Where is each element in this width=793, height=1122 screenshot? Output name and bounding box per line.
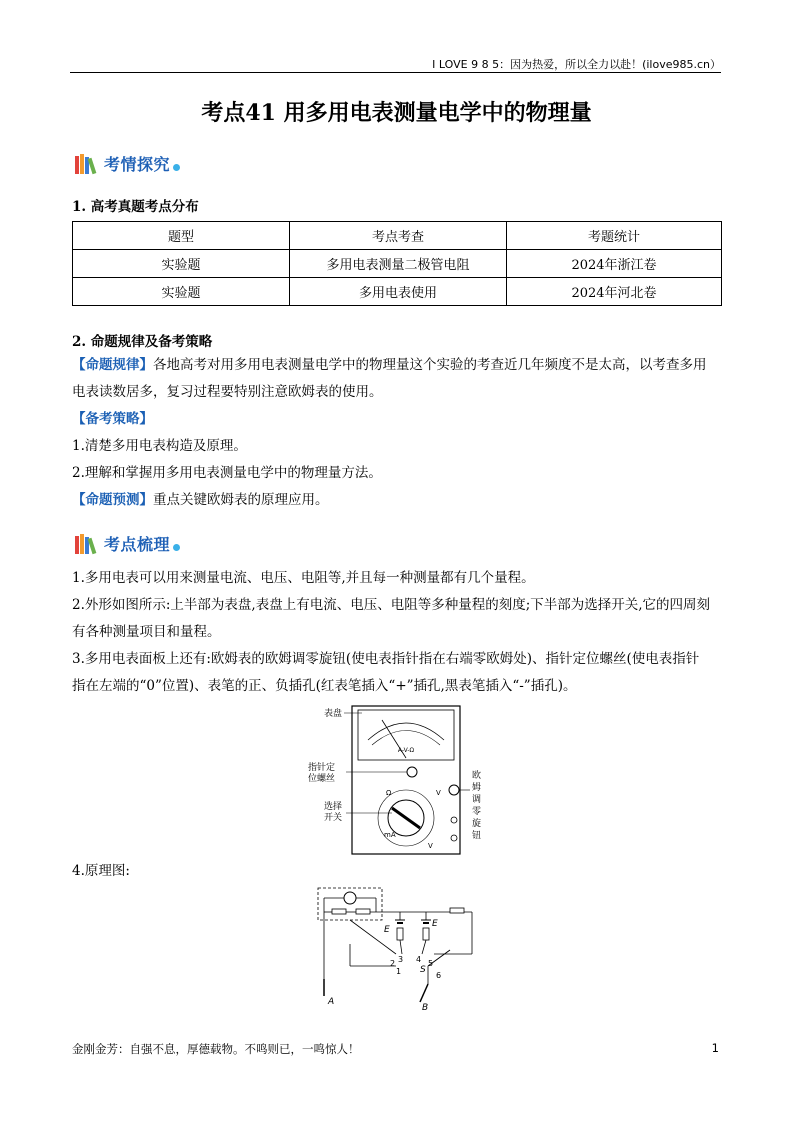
ohm-scale-label: Ω [386,789,392,797]
label-ohm-char: 零 [472,807,482,817]
label-a: A [328,997,335,1007]
probe-b [420,984,428,1002]
label-ohm-char: 旋 [472,819,482,829]
table-cell: 实验题 [73,250,290,278]
terminal-label: 4 [416,955,422,964]
label-e2: E [432,919,438,929]
terminal-label: 3 [398,955,404,964]
footer-motto: 金刚金芳：自强不息，厚德载物。不鸣则已，一鸣惊人！ [72,1042,360,1056]
page-header: I LOVE 9 8 5：因为热爱，所以全力以赴！(ilove985.cn） [432,58,721,71]
v-bottom-label: V [428,842,433,850]
predict-tag: 【命题预测】 [72,492,153,508]
label-dial: 表盘 [324,709,343,719]
terminal-label: 2 [390,959,396,968]
table-cell: 实验题 [73,278,290,306]
section-badge-key-points [74,532,180,555]
table-header-cell: 题型 [73,222,290,250]
table-header-row [73,222,722,250]
table-cell: 2024年河北卷 [507,278,722,306]
probe-jack [451,817,457,823]
prep-item-1: 1.清楚多用电表构造及原理。 [72,438,247,454]
predict-text: 重点关键欧姆表的原理应用。 [153,492,329,508]
rule-text: 各地高考对用多用电表测量电学中的物理量这个实验的考查近几年频度不是太高，以考查多用 [153,357,707,373]
label-ohm-char: 欧 [472,771,482,781]
label-switch-1: 选择 [324,802,343,812]
resistor [423,928,429,940]
terminal-label: 6 [436,971,442,980]
predict-line [72,487,724,514]
circuit-figure [310,884,490,1014]
strategy-block [72,352,724,514]
dot-icon [173,544,180,551]
table-row [73,278,722,306]
table-cell: 多用电表测量二极管电阻 [290,250,507,278]
point-3-line-1: 3.多用电表面板上还有:欧姆表的欧姆调零旋钮(使电表指针指在右端零欧姆处)、指针定位螺丝(使电表指针 [72,651,700,667]
heading-distribution: 1. 高考真题考点分布 [72,199,199,215]
rule-tag: 【命题规律】 [72,357,153,373]
prep-item-2: 2.理解和掌握用多用电表测量电学中的物理量方法。 [72,465,382,481]
resistor [450,908,464,913]
page-number: 1 [711,1041,719,1055]
ohm-zero-knob [449,785,459,795]
resistor [356,909,370,914]
heading-strategy: 2. 命题规律及备考策略 [72,334,213,350]
section-label: 考情探究 [104,155,171,174]
dial-arc-inner [372,731,440,746]
label-ohm-char: 姆 [472,783,482,793]
wire [422,940,426,954]
table-cell: 2024年浙江卷 [507,250,722,278]
point-2-line-1: 2.外形如图所示:上半部为表盘,表盘上有电流、电压、电阻等多种量程的刻度;下半部为选择开关,它的四周刻 [72,597,711,613]
distribution-table [72,221,722,306]
books-icon [74,153,102,175]
multimeter-figure [308,700,492,858]
label-e1: E [384,925,390,935]
prep-tag: 【备考策略】 [72,411,153,427]
table-cell: 多用电表使用 [290,278,507,306]
point-3-line-2: 指在左端的“0”位置)、表笔的正、负插孔(红表笔插入“+”插孔,黑表笔插入“-”插孔)。 [72,678,577,694]
label-s: S [420,965,426,975]
point-1: 1.多用电表可以用来测量电流、电压、电阻等,并且每一种测量都有几个量程。 [72,570,535,586]
zero-screw [407,767,417,777]
terminal-label: 1 [396,967,402,976]
probe-jack [451,835,457,841]
label-switch-2: 开关 [324,813,343,823]
dial-arc [368,723,444,740]
label-screw-2: 位螺丝 [308,774,336,784]
label-ohm-char: 调 [472,795,482,805]
label-ohm-char: 钮 [472,831,482,841]
rule-line-2: 电表读数居多，复习过程要特别注意欧姆表的使用。 [72,384,383,400]
v-label: V [436,789,441,797]
resistor [332,909,346,914]
table-header-cell: 考题统计 [507,222,722,250]
dial-scale-text: A-V-Ω [397,747,415,754]
point-2-line-2: 有各种测量项目和量程。 [72,624,221,640]
resistor [397,928,403,940]
table-row [73,250,722,278]
books-icon [74,533,102,555]
point-4: 4.原理图: [72,863,130,879]
section-badge-exam-analysis [74,152,180,175]
wire [400,940,402,954]
page-title: 考点41 用多用电表测量电学中的物理量 [201,100,592,126]
galvanometer [344,892,356,904]
mA-label: mA [384,831,396,839]
table-header-cell: 考点考查 [290,222,507,250]
section-label: 考点梳理 [104,535,171,554]
label-b: B [422,1003,429,1013]
dot-icon [173,164,180,171]
header-divider [70,72,721,73]
points-block [72,565,724,700]
label-screw-1: 指针定 [308,763,336,773]
terminal-label: 5 [428,959,434,968]
rule-line-1 [72,352,724,379]
